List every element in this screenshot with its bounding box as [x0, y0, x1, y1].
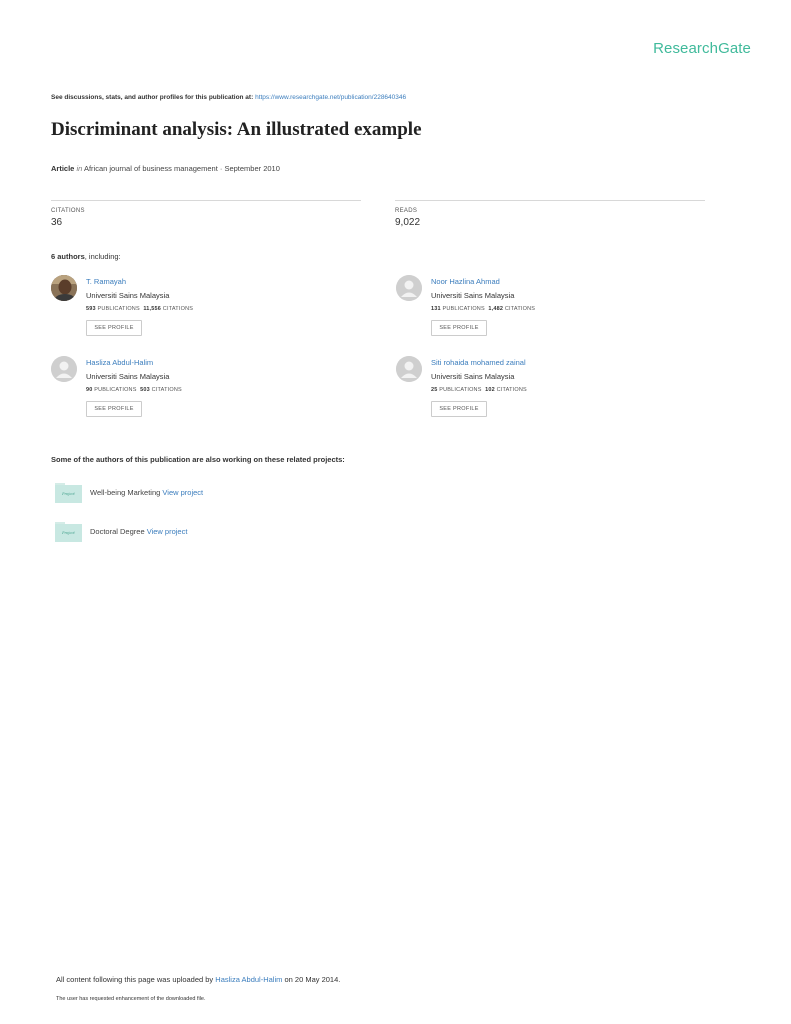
author-name-link[interactable]: Siti rohaida mohamed zainal	[431, 358, 526, 367]
project-name: Doctoral Degree	[90, 527, 145, 536]
upload-suffix: on 20 May 2014.	[284, 975, 341, 984]
citations-label: CITATIONS	[496, 387, 527, 393]
see-profile-button[interactable]: SEE PROFILE	[431, 320, 487, 336]
author-stats	[86, 306, 193, 312]
paper-venue-date: African journal of business management · September 2010	[83, 164, 280, 173]
see-profile-button[interactable]: SEE PROFILE	[431, 401, 487, 417]
citations-label: CITATIONS	[504, 306, 536, 312]
publications-label: PUBLICATIONS	[97, 306, 140, 312]
author-photo-icon	[51, 275, 77, 301]
publications-count: 90	[86, 387, 93, 393]
citations-count: 102	[485, 387, 495, 393]
person-silhouette-icon	[396, 275, 422, 301]
person-silhouette-icon	[51, 356, 77, 382]
publications-label: PUBLICATIONS	[439, 387, 482, 393]
publication-url-link[interactable]: https://www.researchgate.net/publication/228640346	[255, 94, 407, 101]
project-folder-icon	[55, 483, 82, 503]
view-project-link[interactable]: View project	[162, 488, 204, 497]
author-institution: Universiti Sains Malaysia	[431, 291, 515, 300]
project-text	[90, 527, 187, 536]
author-stats	[86, 387, 182, 393]
citations-stat	[51, 200, 361, 228]
publications-count: 131	[431, 306, 441, 312]
citations-label: CITATIONS	[151, 387, 182, 393]
project-folder-icon	[55, 522, 82, 542]
publications-count: 593	[86, 306, 96, 312]
upload-prefix: All content following this page was uploaded by	[56, 975, 214, 984]
citations-label: CITATIONS	[162, 306, 194, 312]
author-stats	[431, 387, 527, 393]
citations-value: 36	[51, 217, 63, 228]
disclaimer-text: See discussions, stats, and author profiles for this publication at:	[51, 94, 254, 101]
reads-value: 9,022	[395, 217, 421, 228]
author-card	[51, 356, 351, 416]
project-icon-label: Project	[55, 524, 82, 542]
researchgate-logo[interactable]: ResearchGate	[653, 40, 751, 57]
default-avatar-icon[interactable]	[51, 356, 77, 382]
paper-type: Article	[51, 164, 75, 173]
authors-heading	[51, 252, 121, 261]
author-photo[interactable]	[51, 275, 77, 301]
citations-count: 1,482	[488, 306, 504, 312]
view-project-link[interactable]: View project	[146, 527, 188, 536]
default-avatar-icon[interactable]	[396, 275, 422, 301]
publications-label: PUBLICATIONS	[94, 387, 137, 393]
author-institution: Universiti Sains Malaysia	[431, 372, 515, 381]
citations-count: 503	[140, 387, 150, 393]
project-icon-label: Project	[55, 485, 82, 503]
in-word: in	[76, 164, 83, 173]
author-institution: Universiti Sains Malaysia	[86, 291, 170, 300]
default-avatar-icon[interactable]	[396, 356, 422, 382]
author-name-link[interactable]: Hasliza Abdul-Halim	[86, 358, 154, 367]
author-name-link[interactable]: T. Ramayah	[86, 277, 127, 286]
reads-stat	[395, 200, 705, 228]
upload-note	[56, 975, 340, 984]
publications-label: PUBLICATIONS	[442, 306, 485, 312]
author-card	[51, 275, 351, 335]
project-text	[90, 488, 203, 497]
author-stats	[431, 306, 535, 312]
authors-suffix: , including:	[84, 252, 121, 261]
projects-heading: Some of the authors of this publication are also working on these related projects:	[51, 455, 345, 464]
see-profile-button[interactable]: SEE PROFILE	[86, 401, 142, 417]
person-silhouette-icon	[396, 356, 422, 382]
reads-label: READS	[395, 208, 418, 214]
paper-title: Discriminant analysis: An illustrated example	[51, 119, 422, 140]
uploader-link[interactable]: Hasliza Abdul-Halim	[215, 975, 283, 984]
publications-count: 25	[431, 387, 438, 393]
author-card	[396, 356, 696, 416]
author-card	[396, 275, 696, 335]
author-name-link[interactable]: Noor Hazlina Ahmad	[431, 277, 500, 286]
project-name: Well-being Marketing	[90, 488, 161, 497]
disclaimer	[51, 94, 406, 101]
enhancement-note: The user has requested enhancement of the downloaded file.	[56, 996, 206, 1002]
authors-count: 6 authors	[51, 252, 85, 261]
citations-count: 11,556	[143, 306, 162, 312]
paper-meta	[51, 164, 280, 173]
see-profile-button[interactable]: SEE PROFILE	[86, 320, 142, 336]
citations-label: CITATIONS	[51, 208, 85, 214]
author-institution: Universiti Sains Malaysia	[86, 372, 170, 381]
